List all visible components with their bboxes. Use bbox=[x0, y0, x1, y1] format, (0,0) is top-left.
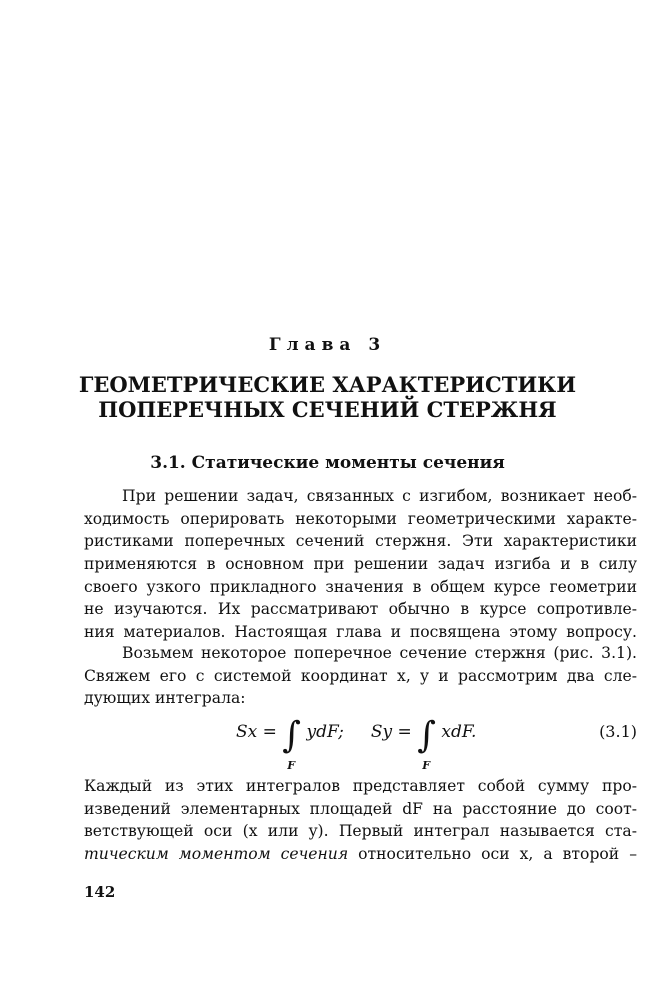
formula-3-1 bbox=[0, 705, 655, 775]
integral-domain: F bbox=[422, 759, 431, 772]
text-line: При решении задач, связанных с изгибом, возникает необ- bbox=[122, 487, 637, 505]
page-number: 142 bbox=[84, 883, 116, 901]
chapter-title-line-2: ПОПЕРЕЧНЫХ СЕЧЕНИЙ СТЕРЖНЯ bbox=[98, 397, 557, 422]
text-line-rest: относительно оси x, а второй – bbox=[348, 845, 637, 864]
text-line: применяются в основном при решении задач изгиба и в силу bbox=[84, 555, 637, 574]
formula-integrand-1: ydF; bbox=[306, 722, 344, 742]
text-line: ветствующей оси (x или y). Первый интеграл называется ста- bbox=[84, 822, 637, 841]
text-line: ристиками поперечных сечений стержня. Эти характеристики bbox=[84, 532, 637, 551]
equation-number: (3.1) bbox=[599, 722, 637, 741]
text-line: изведений элементарных площадей dF на расстояние до соот- bbox=[84, 799, 637, 818]
text-line: Свяжем его с системой координат x, y и рассмотрим два сле- bbox=[84, 666, 637, 685]
section-title: 3.1. Статические моменты сечения bbox=[150, 453, 505, 473]
paragraph-intro bbox=[84, 485, 637, 644]
text-line: дующих интеграла: bbox=[84, 689, 246, 708]
text-line: своего узкого прикладного значения в общем курсе геометрии bbox=[84, 577, 637, 596]
text-line: не изучаются. Их рассматривают обычно в курсе сопротивле- bbox=[84, 600, 637, 619]
integral-domain: F bbox=[287, 759, 296, 772]
formula-integrand-2: xdF. bbox=[441, 722, 477, 742]
paragraph-definition bbox=[84, 775, 637, 866]
text-line: Возьмем некоторое поперечное сечение стержня (рис. 3.1). bbox=[122, 644, 637, 662]
text-line bbox=[84, 843, 637, 866]
chapter-label: Глава 3 bbox=[268, 335, 387, 355]
integral-sign: ∫ F bbox=[282, 715, 302, 772]
paragraph-cross-section bbox=[84, 642, 637, 710]
text-line: Каждый из этих интегралов представляет собой сумму про- bbox=[84, 777, 637, 795]
term-static-moment: тическим моментом сечения bbox=[84, 845, 349, 864]
text-line: ходимость оперировать некоторыми геометрическими характе- bbox=[84, 509, 637, 528]
formula-body bbox=[236, 715, 477, 772]
text-line: ния материалов. Настоящая глава и посвящена этому вопросу. bbox=[84, 623, 637, 642]
integral-sign: ∫ F bbox=[417, 715, 436, 772]
chapter-title bbox=[0, 372, 655, 422]
formula-lhs-sy: Sy = bbox=[370, 722, 412, 742]
formula-lhs-sx: Sx = bbox=[236, 722, 277, 742]
chapter-title-line-1: ГЕОМЕТРИЧЕСКИЕ ХАРАКТЕРИСТИКИ bbox=[78, 372, 577, 397]
